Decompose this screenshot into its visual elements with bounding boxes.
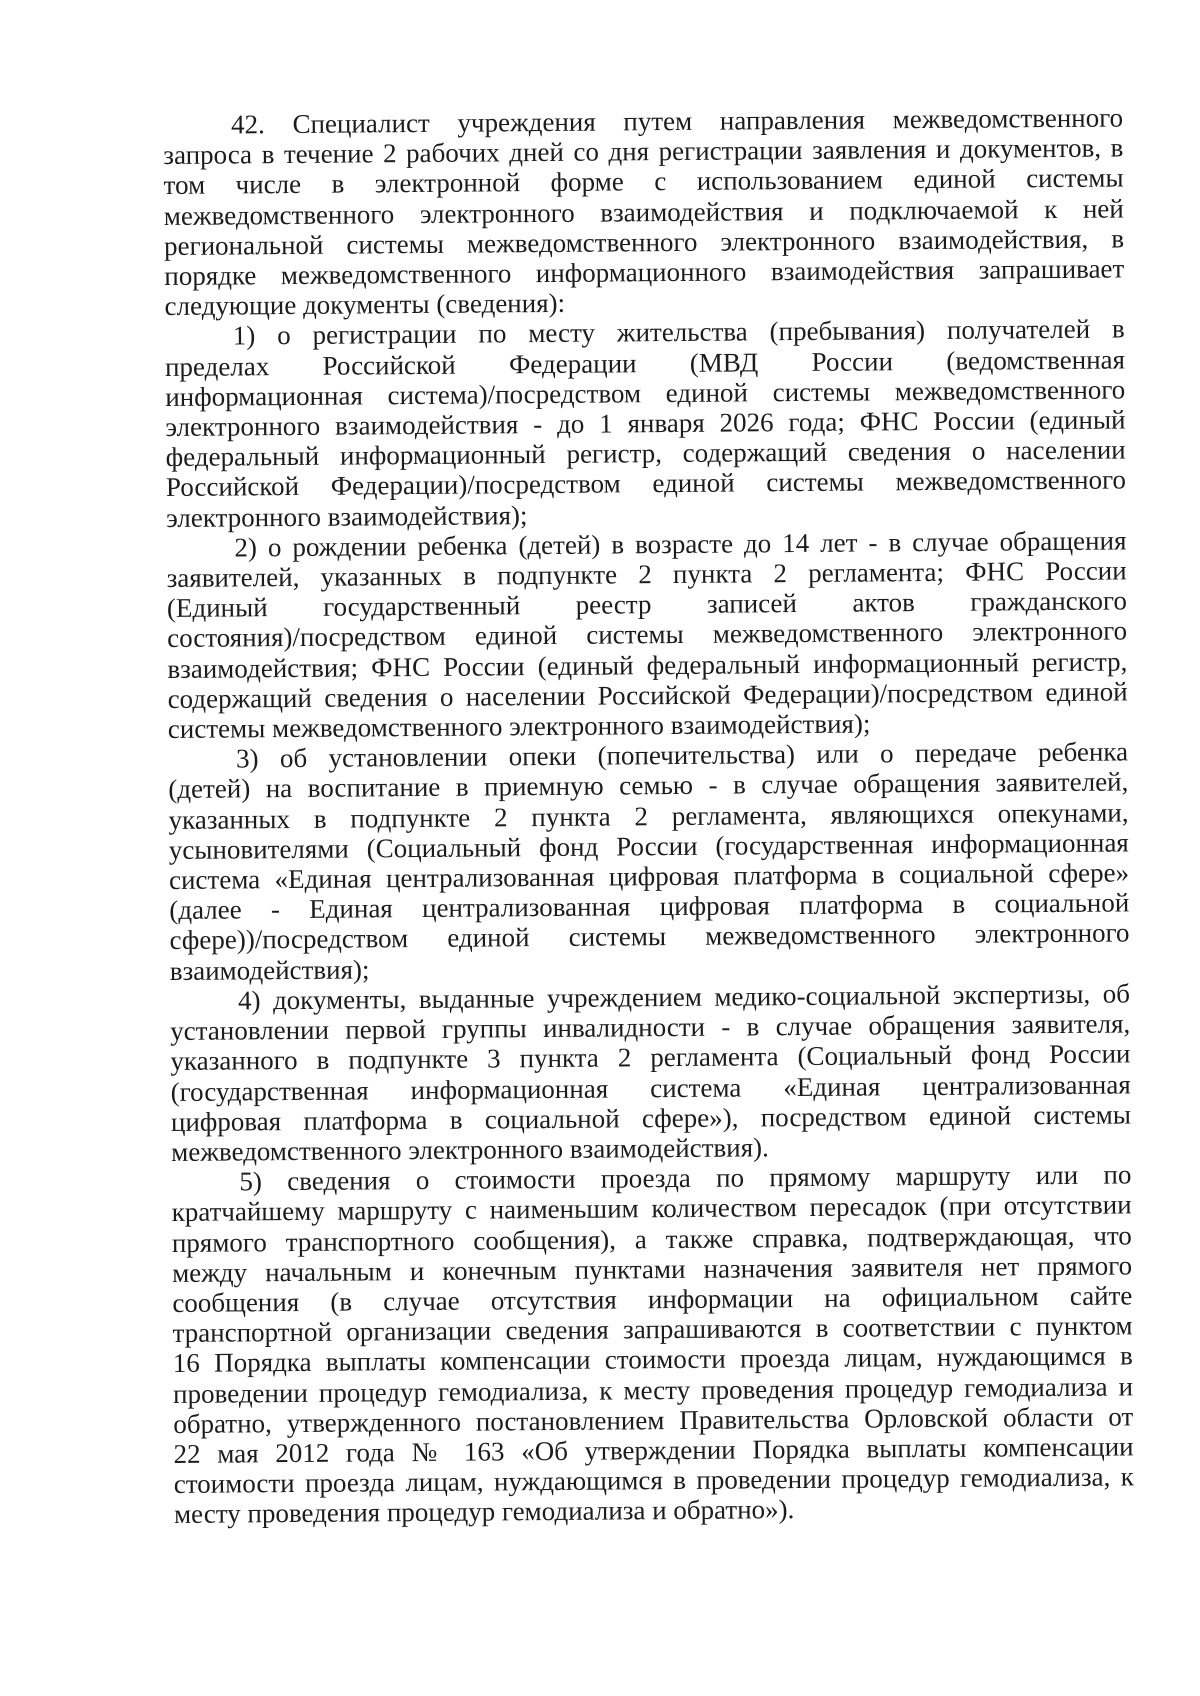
- document-body: [163, 102, 1134, 1529]
- text-line: сфере))/посредством единой системы межведомственного электронного: [169, 917, 1130, 956]
- text-line: месту проведения процедур гемодиализа и обратно»).: [173, 1494, 795, 1530]
- text-line: обратно, утвержденного постановлением Правительства Орловской области от: [173, 1401, 1134, 1439]
- text-line: указанных в подпункте 2 пункта 2 регламента, являющихся опекунами,: [168, 797, 1129, 835]
- text-line: цифровая платформа в социальной сфере»), посредством единой системы: [170, 1099, 1132, 1137]
- text-line: заявителей, указанных в подпункте 2 пункта 2 регламента; ФНС России: [166, 555, 1127, 594]
- text-line: 2) о рождении ребенка (детей) в возрасте до 14 лет - в случае обращения: [234, 525, 1127, 563]
- text-line: 42. Специалист учреждения путем направления межведомственного: [230, 102, 1124, 140]
- text-line: электронного взаимодействия - до 1 января 2026 года; ФНС России (единый: [165, 404, 1126, 443]
- list-item-1: [165, 314, 1127, 533]
- text-line: проведении процедур гемодиализа, к месту проведения процедур гемодиализа и: [172, 1370, 1134, 1409]
- list-item-5: [171, 1160, 1134, 1530]
- text-line: транспортной организации сведения запрашиваются в соответствии с пунктом: [172, 1310, 1133, 1349]
- text-line: прямого транспортного сообщения), а также справка, подтверждающая, что: [171, 1219, 1132, 1258]
- text-line: содержащий сведения о населении Российской Федерации)/посредством единой: [167, 676, 1128, 714]
- text-line: сообщения (в случае отсутствия информации на официальном сайте: [172, 1280, 1133, 1318]
- text-line: 4) документы, выданные учреждением медико-социальной экспертизы, об: [237, 978, 1131, 1016]
- text-line: федеральный информационный регистр, содержащий сведения о населении: [165, 434, 1126, 473]
- text-line: межведомственного электронного взаимодействия).: [171, 1132, 769, 1167]
- text-line: состояния)/посредством единой системы межведомственного электронного: [167, 615, 1128, 654]
- text-line: взаимодействия; ФНС России (единый федеральный информационный регистр,: [167, 646, 1128, 684]
- list-item-4: [170, 978, 1131, 1167]
- list-item-2: [166, 525, 1128, 744]
- text-line: том числе в электронной форме с использованием единой системы: [163, 162, 1124, 201]
- text-line: следующие документы (сведения):: [164, 288, 566, 322]
- text-line: системы межведомственного электронного взаимодействия);: [167, 708, 871, 745]
- text-line: информационная система)/посредством единой системы межведомственного: [165, 374, 1126, 412]
- text-line: система «Единая централизованная цифровая платформа в социальной сфере»: [168, 857, 1130, 896]
- text-line: усыновителями (Социальный фонд России (государственная информационная: [168, 827, 1129, 865]
- text-line: стоимости проезда лицам, нуждающимся в проведении процедур гемодиализа, к: [173, 1461, 1134, 1500]
- text-line: (детей) на воспитание в приемную семью - в случае обращения заявителей,: [168, 766, 1129, 805]
- text-line: установлении первой группы инвалидности - в случае обращения заявителя,: [170, 1008, 1131, 1047]
- text-line: 22 мая 2012 года № 163 «Об утверждении Порядка выплаты компенсации: [173, 1431, 1134, 1469]
- text-line: порядке межведомственного информационного взаимодействия запрашивает: [164, 253, 1125, 292]
- text-line: взаимодействия);: [169, 954, 370, 986]
- text-line: 5) сведения о стоимости проезда по прямому маршруту или по: [239, 1159, 1132, 1197]
- text-line: межведомственного электронного взаимодействия и подключаемой к ней: [163, 193, 1124, 231]
- text-line: (Единый государственный реестр записей актов гражданского: [166, 585, 1128, 624]
- text-line: электронного взаимодействия);: [166, 499, 528, 533]
- text-line: пределах Российской Федерации (МВД России (ведомственная: [164, 344, 1126, 382]
- text-line: 1) о регистрации по месту жительства (пребывания) получателей в: [232, 313, 1125, 351]
- text-line: (государственная информационная система «Единая централизованная: [170, 1068, 1131, 1107]
- paragraph-42: [163, 102, 1125, 321]
- text-line: 16 Порядка выплаты компенсации стоимости проезда лицам, нуждающимся в: [172, 1340, 1133, 1379]
- text-line: региональной системы межведомственного электронного взаимодействия, в: [163, 223, 1125, 261]
- text-line: запроса в течение 2 рабочих дней со дня регистрации заявления и документов, в: [163, 132, 1124, 171]
- text-line: Российской Федерации)/посредством единой системы межведомственного: [165, 464, 1127, 503]
- text-line: (далее - Единая централизованная цифровая платформа в социальной: [169, 887, 1130, 926]
- text-line: между начальным и конечным пунктами назначения заявителя нет прямого: [172, 1250, 1133, 1288]
- list-item-3: [168, 737, 1130, 986]
- text-line: 3) об установлении опеки (попечительства) или о передаче ребенка: [235, 736, 1129, 774]
- text-line: кратчайшему маршруту с наименьшим количеством пересадок (при отсутствии: [171, 1189, 1132, 1228]
- text-line: указанного в подпункте 3 пункта 2 регламента (Социальный фонд России: [170, 1038, 1131, 1077]
